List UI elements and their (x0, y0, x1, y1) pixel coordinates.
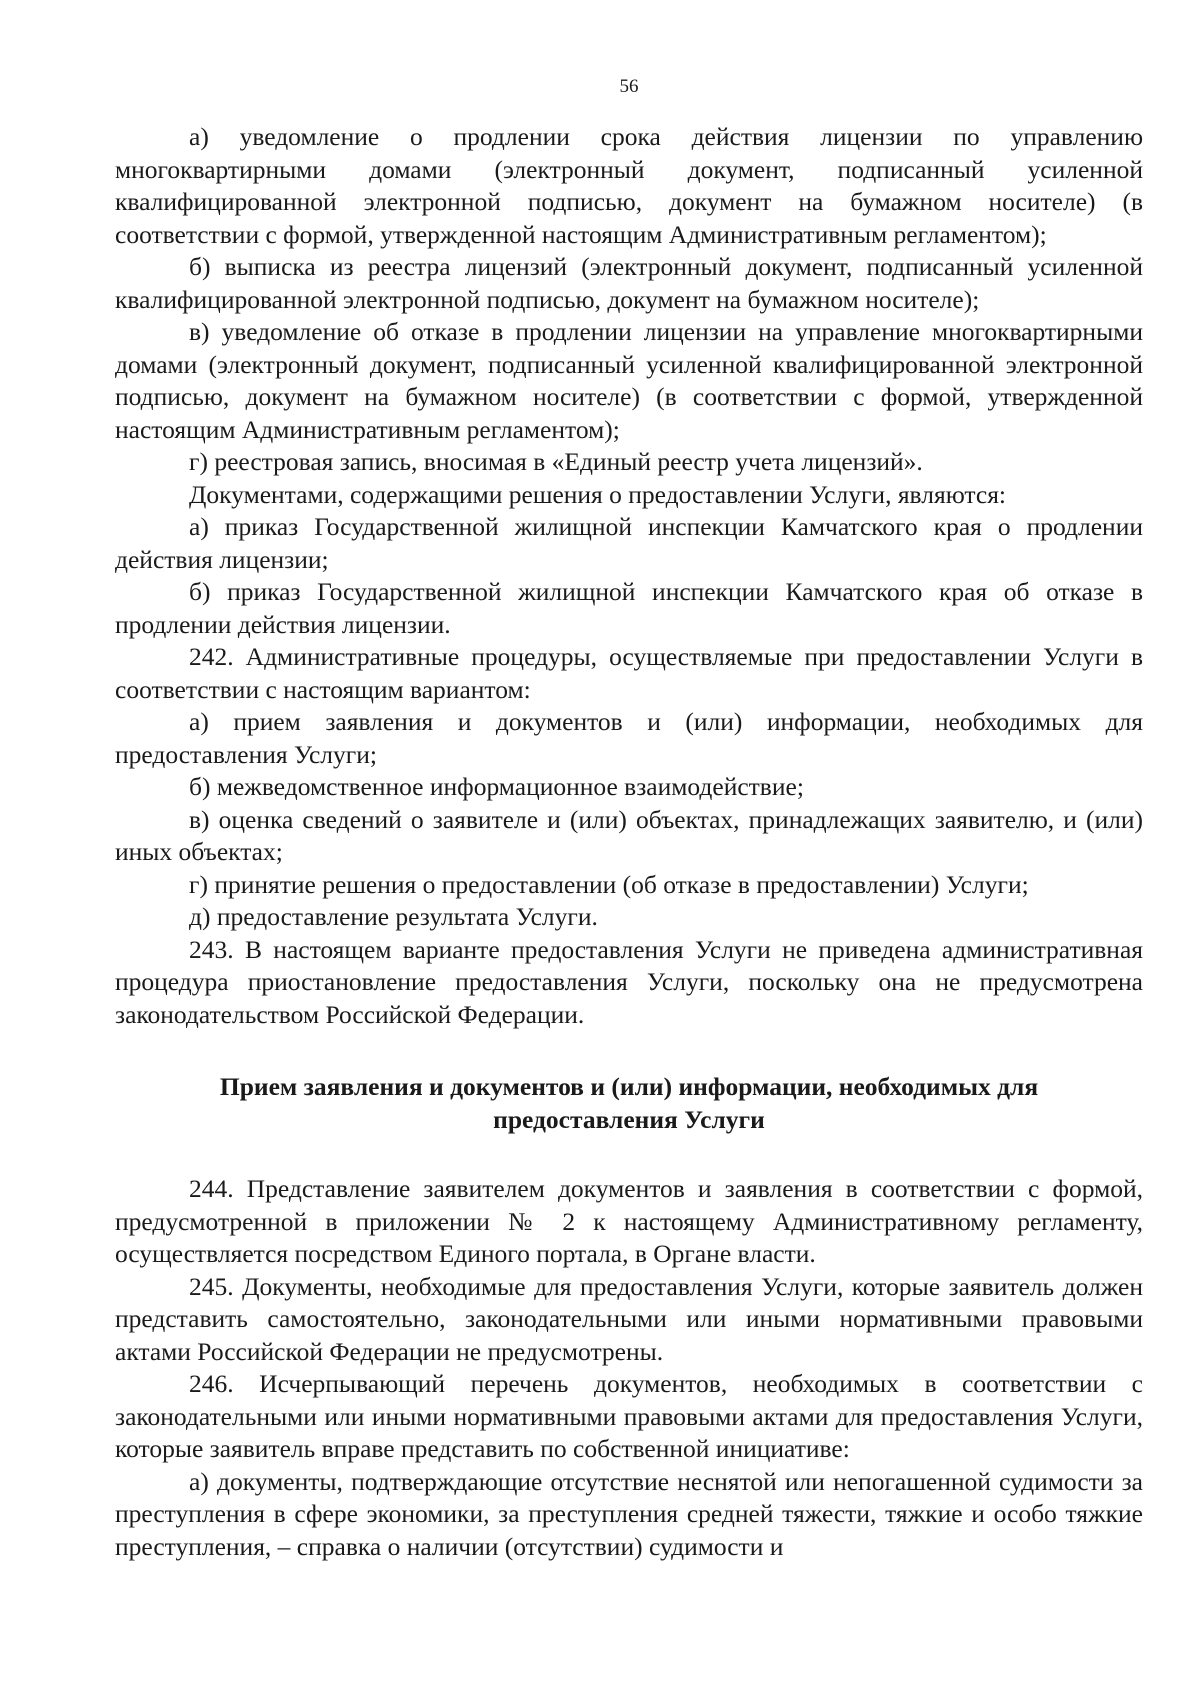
paragraph-order-renewal: а) приказ Государственной жилищной инспекции Камчатского края о продлении действия лицензии; (115, 512, 1143, 574)
paragraph-242-b: б) межведомственное информационное взаимодействие; (189, 772, 804, 801)
paragraph-243: 243. В настоящем варианте предоставления Услуги не приведена административная процедура приостановление предоставления Услуги, поскольку она не предусмотрена законодательством Российской Федерации. (115, 934, 1143, 1029)
paragraph-246: 246. Исчерпывающий перечень документов, необходимых в соответствии с законодательными или иными нормативными правовыми актами для предоставления Услуги, которые заявитель вправе представить по собственной инициативе: (115, 1369, 1143, 1463)
paragraph-242-v: в) оценка сведений о заявителе и (или) объектах, принадлежащих заявителю, и (или) иных объектах; (115, 804, 1143, 866)
paragraph-registry-extract: б) выписка из реестра лицензий (электронный документ, подписанный усиленной квалифицированной электронной подписью, документ на бумажном носителе); (115, 252, 1143, 314)
paragraph-242-d: д) предоставление результата Услуги. (189, 902, 598, 931)
paragraph-242-g: г) принятие решения о предоставлении (об отказе в предоставлении) Услуги; (189, 869, 1029, 899)
paragraph-order-refusal: б) приказ Государственной жилищной инспекции Камчатского края об отказе в продлении действия лицензии. (115, 577, 1143, 639)
paragraph-246-a: а) документы, подтверждающие отсутствие неснятой или непогашенной судимости за преступления в сфере экономики, за преступления средней тяжести, тяжкие и особо тяжкие преступления, – справка о наличии (отсутствии) судимости и (115, 1466, 1143, 1561)
document-body (115, 121, 1143, 1563)
paragraph-notice-renewal: а) уведомление о продлении срока действия лицензии по управлению многоквартирными домами (электронный документ, подписанный усиленной квалифицированной электронной подписью, документ на бумажном носителе) (в соответствии с формой, утвержденной настоящим Административным регламентом); (115, 122, 1143, 249)
paragraph-registry-entry: г) реестровая запись, вносимая в «Единый реестр учета лицензий». (189, 447, 923, 476)
paragraph-244: 244. Представление заявителем документов и заявления в соответствии с формой, предусмотренной в приложении № 2 к настоящему Административному регламенту, осуществляется посредством Единого портала, в Органе власти. (115, 1174, 1143, 1268)
paragraph-notice-refusal: в) уведомление об отказе в продлении лицензии на управление многоквартирными домами (электронный документ, подписанный усиленной квалифицированной электронной подписью, документ на бумажном носителе) (в соответствии с формой, утвержденной настоящим Административным регламентом); (115, 317, 1143, 444)
paragraph-decision-documents: Документами, содержащими решения о предоставлении Услуги, являются: (189, 479, 1007, 509)
page-number: 56 (619, 76, 639, 97)
paragraph-242: 242. Административные процедуры, осуществляемые при предоставлении Услуги в соответствии с настоящим вариантом: (115, 642, 1143, 704)
paragraph-245: 245. Документы, необходимые для предоставления Услуги, которые заявитель должен представить самостоятельно, законодательными или иными нормативными правовыми актами Российской Федерации не предусмотрены. (115, 1271, 1143, 1366)
section-heading: Прием заявления и документов и (или) информации, необходимых для предоставления Услуги (219, 1072, 1039, 1134)
paragraph-242-a: а) прием заявления и документов и (или) информации, необходимых для предоставления Услуги; (115, 707, 1143, 769)
